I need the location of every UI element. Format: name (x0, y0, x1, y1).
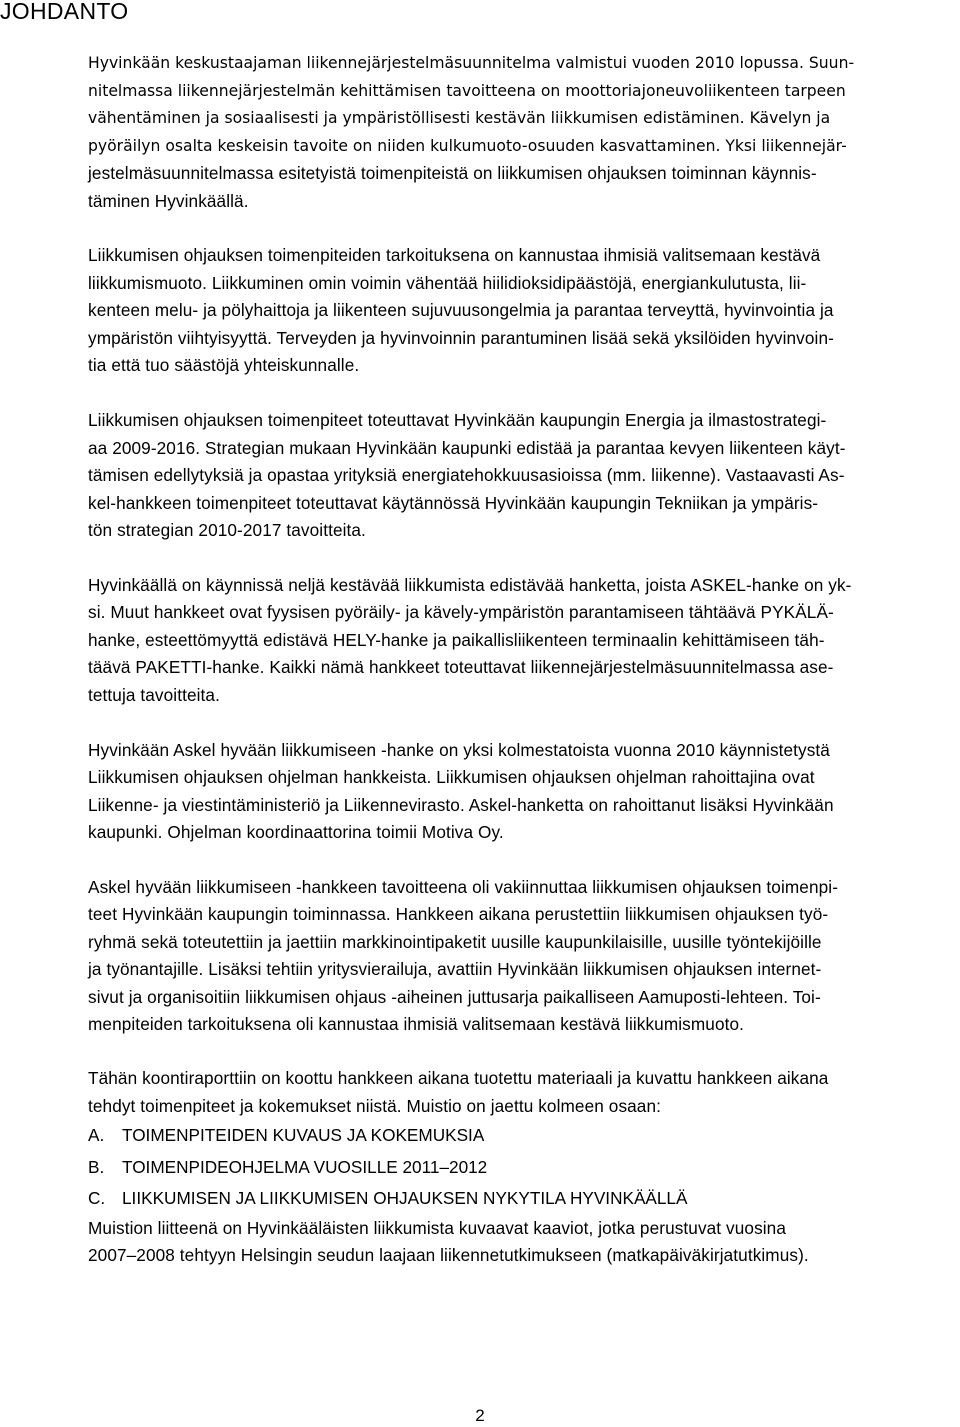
paragraph-gap (88, 847, 960, 874)
text-line: teet Hyvinkään kaupungin toiminnassa. Hankkeen aikana perustettiin liikkumisen ohjauksen työ- (88, 904, 829, 925)
text-line: Hyvinkään keskustaajaman liikennejärjestelmäsuunnitelma valmistui vuoden 2010 lopussa. Suun- (88, 54, 855, 72)
paragraph-report-contents (88, 1065, 960, 1120)
list-item (88, 1120, 960, 1152)
paragraph-intro (88, 50, 960, 215)
list-letter: A. (88, 1125, 105, 1146)
text-line: jestelmäsuunnitelmassa esitetyistä toimenpiteistä on liikkumisen ohjauksen toiminnan käynnis- (88, 163, 817, 183)
text-line: ja työnantajille. Lisäksi tehtiin yritysvierailuja, avattiin Hyvinkään liikkumisen ohjauksen internet- (88, 959, 822, 980)
text-line: aa 2009-2016. Strategian mukaan Hyvinkään kaupunki edistää ja parantaa kevyen liikenteen käyt- (88, 437, 846, 458)
paragraph-project-goals (88, 874, 960, 1039)
paragraph-gap (88, 545, 960, 572)
text-line: sivut ja organisoitiin liikkumisen ohjaus -aiheinen juttusarja paikalliseen Aamuposti-lehteen. Toi- (88, 986, 821, 1007)
paragraph-projects (88, 572, 960, 710)
text-line: si. Muut hankkeet ovat fyysisen pyöräily- ja kävely-ympäristön parantamiseen tähtäävä PYKÄLÄ- (88, 602, 834, 623)
text-line: Liikkumisen ohjauksen toimenpiteiden tarkoituksena on kannustaa ihmisiä valitsemaan kestävä (88, 245, 821, 266)
text-line: menpiteiden tarkoituksena oli kannustaa ihmisiä valitsemaan kestävä liikkumismuoto. (88, 1014, 745, 1035)
text-line: kel-hankkeen toimenpiteet toteuttavat käytännössä Hyvinkään kaupungin Tekniikan ja ympäris- (88, 492, 819, 513)
text-line: täminen Hyvinkäällä. (88, 190, 249, 211)
text-line: Tähän koontiraporttiin on koottu hankkeen aikana tuotettu materiaali ja kuvattu hankkeen aikana (88, 1068, 829, 1089)
text-line: tettuja tavoitteita. (88, 684, 220, 705)
paragraph-askel-project (88, 737, 960, 847)
text-line: Askel hyvään liikkumiseen -hankkeen tavoitteena oli vakiinnuttaa liikkumisen ohjauksen toimenpi- (88, 876, 839, 897)
document-body (88, 50, 960, 1270)
page-heading: JOHDANTO (0, 0, 129, 24)
text-line: kenteen melu- ja pölyhaittoja ja liikenteen sujuvuusongelmia ja parantaa terveyttä, hyvinvointia ja (88, 300, 834, 321)
text-line: hanke, esteettömyyttä edistävä HELY-hanke ja paikallisliikenteen terminaalin kehittämiseen täh- (88, 629, 825, 650)
text-line: liikkumismuoto. Liikkuminen omin voimin vähentää hiilidioksidipäästöjä, energiankulutusta, lii- (88, 272, 807, 293)
text-line: Liikkumisen ohjauksen toimenpiteet toteuttavat Hyvinkään kaupungin Energia ja ilmastostrategi- (88, 410, 827, 431)
list-item (88, 1183, 960, 1215)
list-letter: B. (88, 1156, 105, 1177)
text-line: kaupunki. Ohjelman koordinaattorina toimii Motiva Oy. (88, 822, 504, 843)
paragraph-gap (88, 1039, 960, 1065)
paragraph-energy-strategy (88, 407, 960, 545)
text-line: Liikkumisen ohjauksen ohjelman hankkeista. Liikkumisen ohjauksen ohjelman rahoittajina ovat (88, 767, 815, 788)
paragraph-appendix (88, 1215, 960, 1270)
list-item-title: TOIMENPITEIDEN KUVAUS JA KOKEMUKSIA (122, 1125, 485, 1146)
text-line: nitelmassa liikennejärjestelmän kehittämisen tavoitteena on moottoriajoneuvoliikenteen tarpeen (88, 81, 846, 100)
list-item-title: LIIKKUMISEN JA LIIKKUMISEN OHJAUKSEN NYKYTILA HYVINKÄÄLLÄ (122, 1188, 688, 1209)
text-line: täävä PAKETTI-hanke. Kaikki nämä hankkeet toteuttavat liikennejärjestelmäsuunnitelmassa ase- (88, 657, 834, 678)
text-line: vähentäminen ja sosiaalisesti ja ympäristöllisesti kestävän liikkumisen edistäminen. Kävelyn ja (88, 109, 831, 127)
page-number: 2 (475, 1406, 485, 1425)
text-line: ryhmä sekä toteutettiin ja jaettiin markkinointipaketit uusille kaupunkilaisille, uusille työntekijöille (88, 931, 822, 952)
text-line: Hyvinkäällä on käynnissä neljä kestävää liikkumista edistävää hanketta, joista ASKEL-hanke on yk- (88, 574, 852, 595)
text-line: 2007–2008 tehtyyn Helsingin seudun laajaan liikennetutkimukseen (matkapäiväkirjatutkimus). (88, 1245, 809, 1266)
list-letter: C. (88, 1188, 106, 1209)
text-line: Hyvinkään Askel hyvään liikkumiseen -hanke on yksi kolmestatoista vuonna 2010 käynnistetystä (88, 739, 830, 760)
text-line: ympäristön viihtyisyyttä. Terveyden ja hyvinvoinnin parantuminen lisää sekä yksilöiden hyvinvoin- (88, 327, 834, 348)
paragraph-gap (88, 380, 960, 407)
text-line: tämisen edellytyksiä ja opastaa yrityksiä energiatehokkuusasioissa (mm. liikenne). Vastaavasti As- (88, 465, 845, 486)
text-line: Liikenne- ja viestintäministeriö ja Liikennevirasto. Askel-hanketta on rahoittanut lisäksi Hyvinkään (88, 794, 834, 815)
text-line: tehdyt toimenpiteet ja kokemukset niistä. Muistio on jaettu kolmeen osaan: (88, 1095, 661, 1116)
text-line: pyöräilyn osalta keskeisin tavoite on niiden kulkumuoto-osuuden kasvattaminen. Yksi liikennejär- (88, 136, 847, 155)
text-line: tön strategian 2010-2017 tavoitteita. (88, 520, 366, 541)
text-line: tia että tuo säästöjä yhteiskunnalle. (88, 355, 360, 376)
paragraph-gap (88, 709, 960, 736)
paragraph-gap (88, 215, 960, 242)
list-item (88, 1152, 960, 1184)
section-list (88, 1120, 960, 1215)
list-item-title: TOIMENPIDEOHJELMA VUOSILLE 2011–2012 (122, 1156, 488, 1177)
paragraph-mobility-management (88, 242, 960, 380)
text-line: Muistion liitteenä on Hyvinkääläisten liikkumista kuvaavat kaaviot, jotka perustuvat vuosina (88, 1217, 786, 1238)
